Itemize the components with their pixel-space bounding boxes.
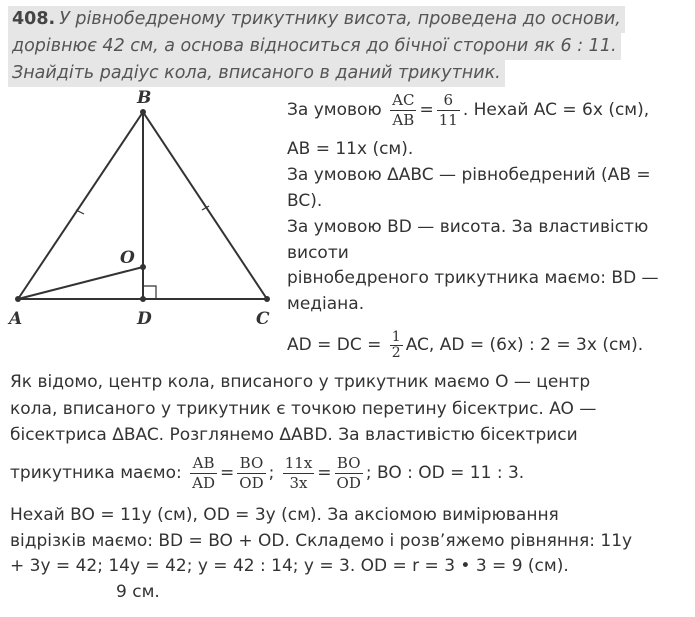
fraction-11x-3x: $\frac{11x}{3x}$	[284, 453, 313, 492]
solution-line-3: За умовою ΔABC — рівнобедрений (AB =	[287, 165, 651, 185]
fraction-one-half: $\frac{1}{2}$	[391, 328, 401, 361]
solution-line-1: За умовою $\frac{AC}{AB}$ = $\frac{6}{11}$ . Нехай AC = 6x (см),	[287, 90, 650, 129]
solution-line-15: відрізків маємо: BD = BO + OD. Складемо і розв’яжемо рівняння: 11y	[10, 531, 633, 551]
answer: 9 см.	[116, 582, 160, 602]
point-d	[140, 296, 146, 302]
solution-line-4: BC).	[287, 191, 323, 211]
vertex-a	[15, 296, 21, 302]
solution-line-14: Нехай BO = 11y (см), OD = 3y (см). За аксіомою вимірювання	[10, 505, 559, 525]
solution-line-10: Як відомо, центр кола, вписаного у трикутник маємо O — центр	[10, 372, 591, 392]
problem-line-3: Знайдіть радіус кола, вписаного в даний трикутник.	[8, 60, 505, 87]
problem-statement	[8, 6, 648, 87]
label-a: A	[9, 309, 23, 329]
vertex-c	[264, 296, 270, 302]
problem-line-2: дорівнює 42 см, а основа відноситься до бічної сторони як 6 : 11.	[8, 33, 621, 60]
solution-line-9: AD = DC = $\frac{1}{2}$ AC, AD = (6x) : 2 = 3x (см).	[287, 328, 644, 361]
fraction-bo-od-1: $\frac{BO}{OD}$	[239, 453, 264, 492]
fraction-ab-ad: $\frac{AB}{AD}$	[192, 453, 216, 492]
label-d: D	[137, 309, 152, 329]
side-bc	[143, 112, 267, 299]
solution-line-5: За умовою BD — висота. За властивістю	[287, 217, 649, 237]
solution-line-7: рівнобедреного трикутника маємо: BD —	[287, 268, 659, 288]
fraction-ac-ab: $\frac{AC}{AB}$	[392, 90, 415, 129]
solution-line-2: AB = 11x (см).	[287, 139, 414, 159]
solution-line-6: висоти	[287, 243, 349, 263]
solution-line-8: медіана.	[287, 294, 365, 314]
triangle-figure	[0, 80, 290, 330]
fraction-6-11: $\frac{6}{11}$	[438, 90, 458, 129]
label-b: B	[137, 88, 152, 108]
fraction-bo-od-2: $\frac{BO}{OD}$	[336, 453, 361, 492]
label-c: C	[256, 309, 270, 329]
solution-line-16: + 3y = 42; 14y = 42; y = 42 : 14; y = 3. OD = r = 3 • 3 = 9 (см).	[10, 556, 569, 576]
point-o	[140, 264, 146, 270]
vertex-b	[140, 109, 146, 115]
solution-line-11: кола, вписаного у трикутник є точкою перетину бісектрис. AO —	[10, 399, 597, 419]
solution-line-13: трикутника маємо: $\frac{AB}{AD}$ = $\frac{BO}{OD}$ ; $\frac{11x}{3x}$ = $\frac{BO}{OD}$ ; BO : OD = 11 : 3.	[10, 453, 525, 492]
problem-number: 408.	[12, 9, 56, 29]
label-o: O	[120, 248, 135, 268]
solution-line-12: бісектриса ΔBAC. Розглянемо ΔABD. За властивістю бісектриси	[10, 425, 578, 445]
problem-line-1: 408. У рівнобедреному трикутнику висота, проведена до основи,	[8, 6, 625, 33]
